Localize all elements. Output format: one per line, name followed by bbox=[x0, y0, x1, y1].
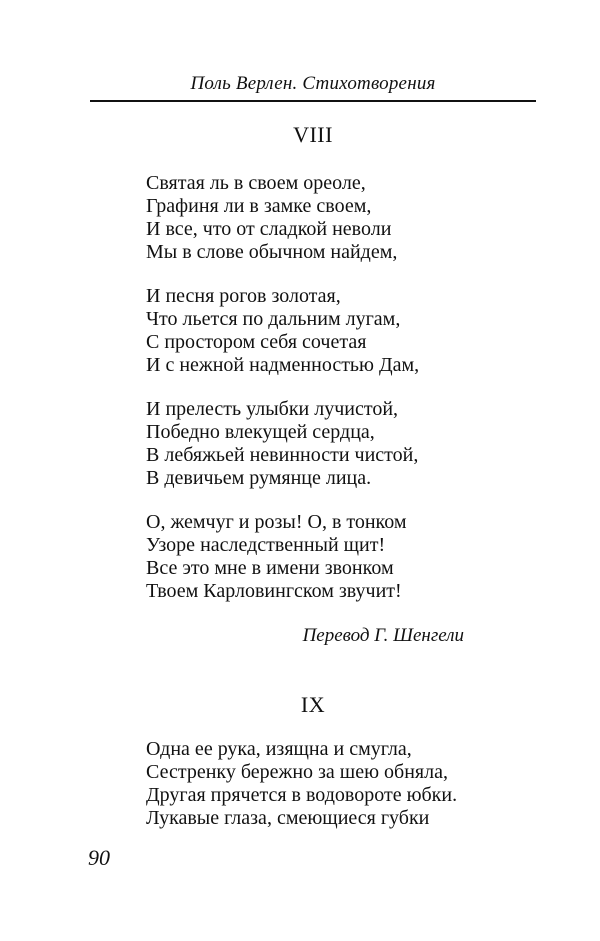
verse-line: Все это мне в имени звонком bbox=[146, 557, 394, 579]
verse-line: Лукавые глаза, смеющиеся губки bbox=[146, 807, 430, 829]
poem-viii-stanza-1 bbox=[146, 172, 526, 264]
verse-line: И песня рогов золотая, bbox=[146, 285, 341, 307]
verse-line: Сестренку бережно за шею обняла, bbox=[146, 761, 448, 783]
page-number: 90 bbox=[88, 845, 110, 870]
poem-viii-stanza-3 bbox=[146, 398, 526, 490]
verse-line: Другая прячется в водовороте юбки. bbox=[146, 784, 458, 806]
verse-line: Победно влекущей сердца, bbox=[146, 421, 375, 443]
poem-viii-stanza-2 bbox=[146, 285, 526, 377]
verse-line: И с нежной надменностью Дам, bbox=[146, 354, 420, 376]
verse-line: Что льется по дальним лугам, bbox=[146, 308, 401, 330]
verse-line: В девичьем румянце лица. bbox=[146, 467, 372, 489]
verse-line: Одна ее рука, изящна и смугла, bbox=[146, 738, 412, 760]
header-rule bbox=[90, 100, 536, 102]
verse-line: Святая ль в своем ореоле, bbox=[146, 172, 366, 194]
poem-viii-number: VIII bbox=[293, 122, 333, 147]
verse-line: И прелесть улыбки лучистой, bbox=[146, 398, 399, 420]
verse-line: Графиня ли в замке своем, bbox=[146, 195, 372, 217]
verse-line: Твоем Карловингском звучит! bbox=[146, 580, 402, 602]
translator-credit: Перевод Г. Шенгели bbox=[302, 625, 464, 646]
poem-ix-number: IX bbox=[300, 692, 326, 717]
verse-line: В лебяжьей невинности чистой, bbox=[146, 444, 419, 466]
running-head: Поль Верлен. Стихотворения bbox=[190, 73, 436, 94]
verse-line: Узоре наследственный щит! bbox=[146, 534, 386, 556]
verse-line: И все, что от сладкой неволи bbox=[146, 218, 392, 240]
verse-line: О, жемчуг и розы! О, в тонком bbox=[146, 511, 407, 533]
poem-ix-stanza-1 bbox=[146, 738, 526, 830]
poem-viii-stanza-4 bbox=[146, 511, 526, 603]
verse-line: Мы в слове обычном найдем, bbox=[146, 241, 398, 263]
verse-line: С простором себя сочетая bbox=[146, 331, 367, 353]
